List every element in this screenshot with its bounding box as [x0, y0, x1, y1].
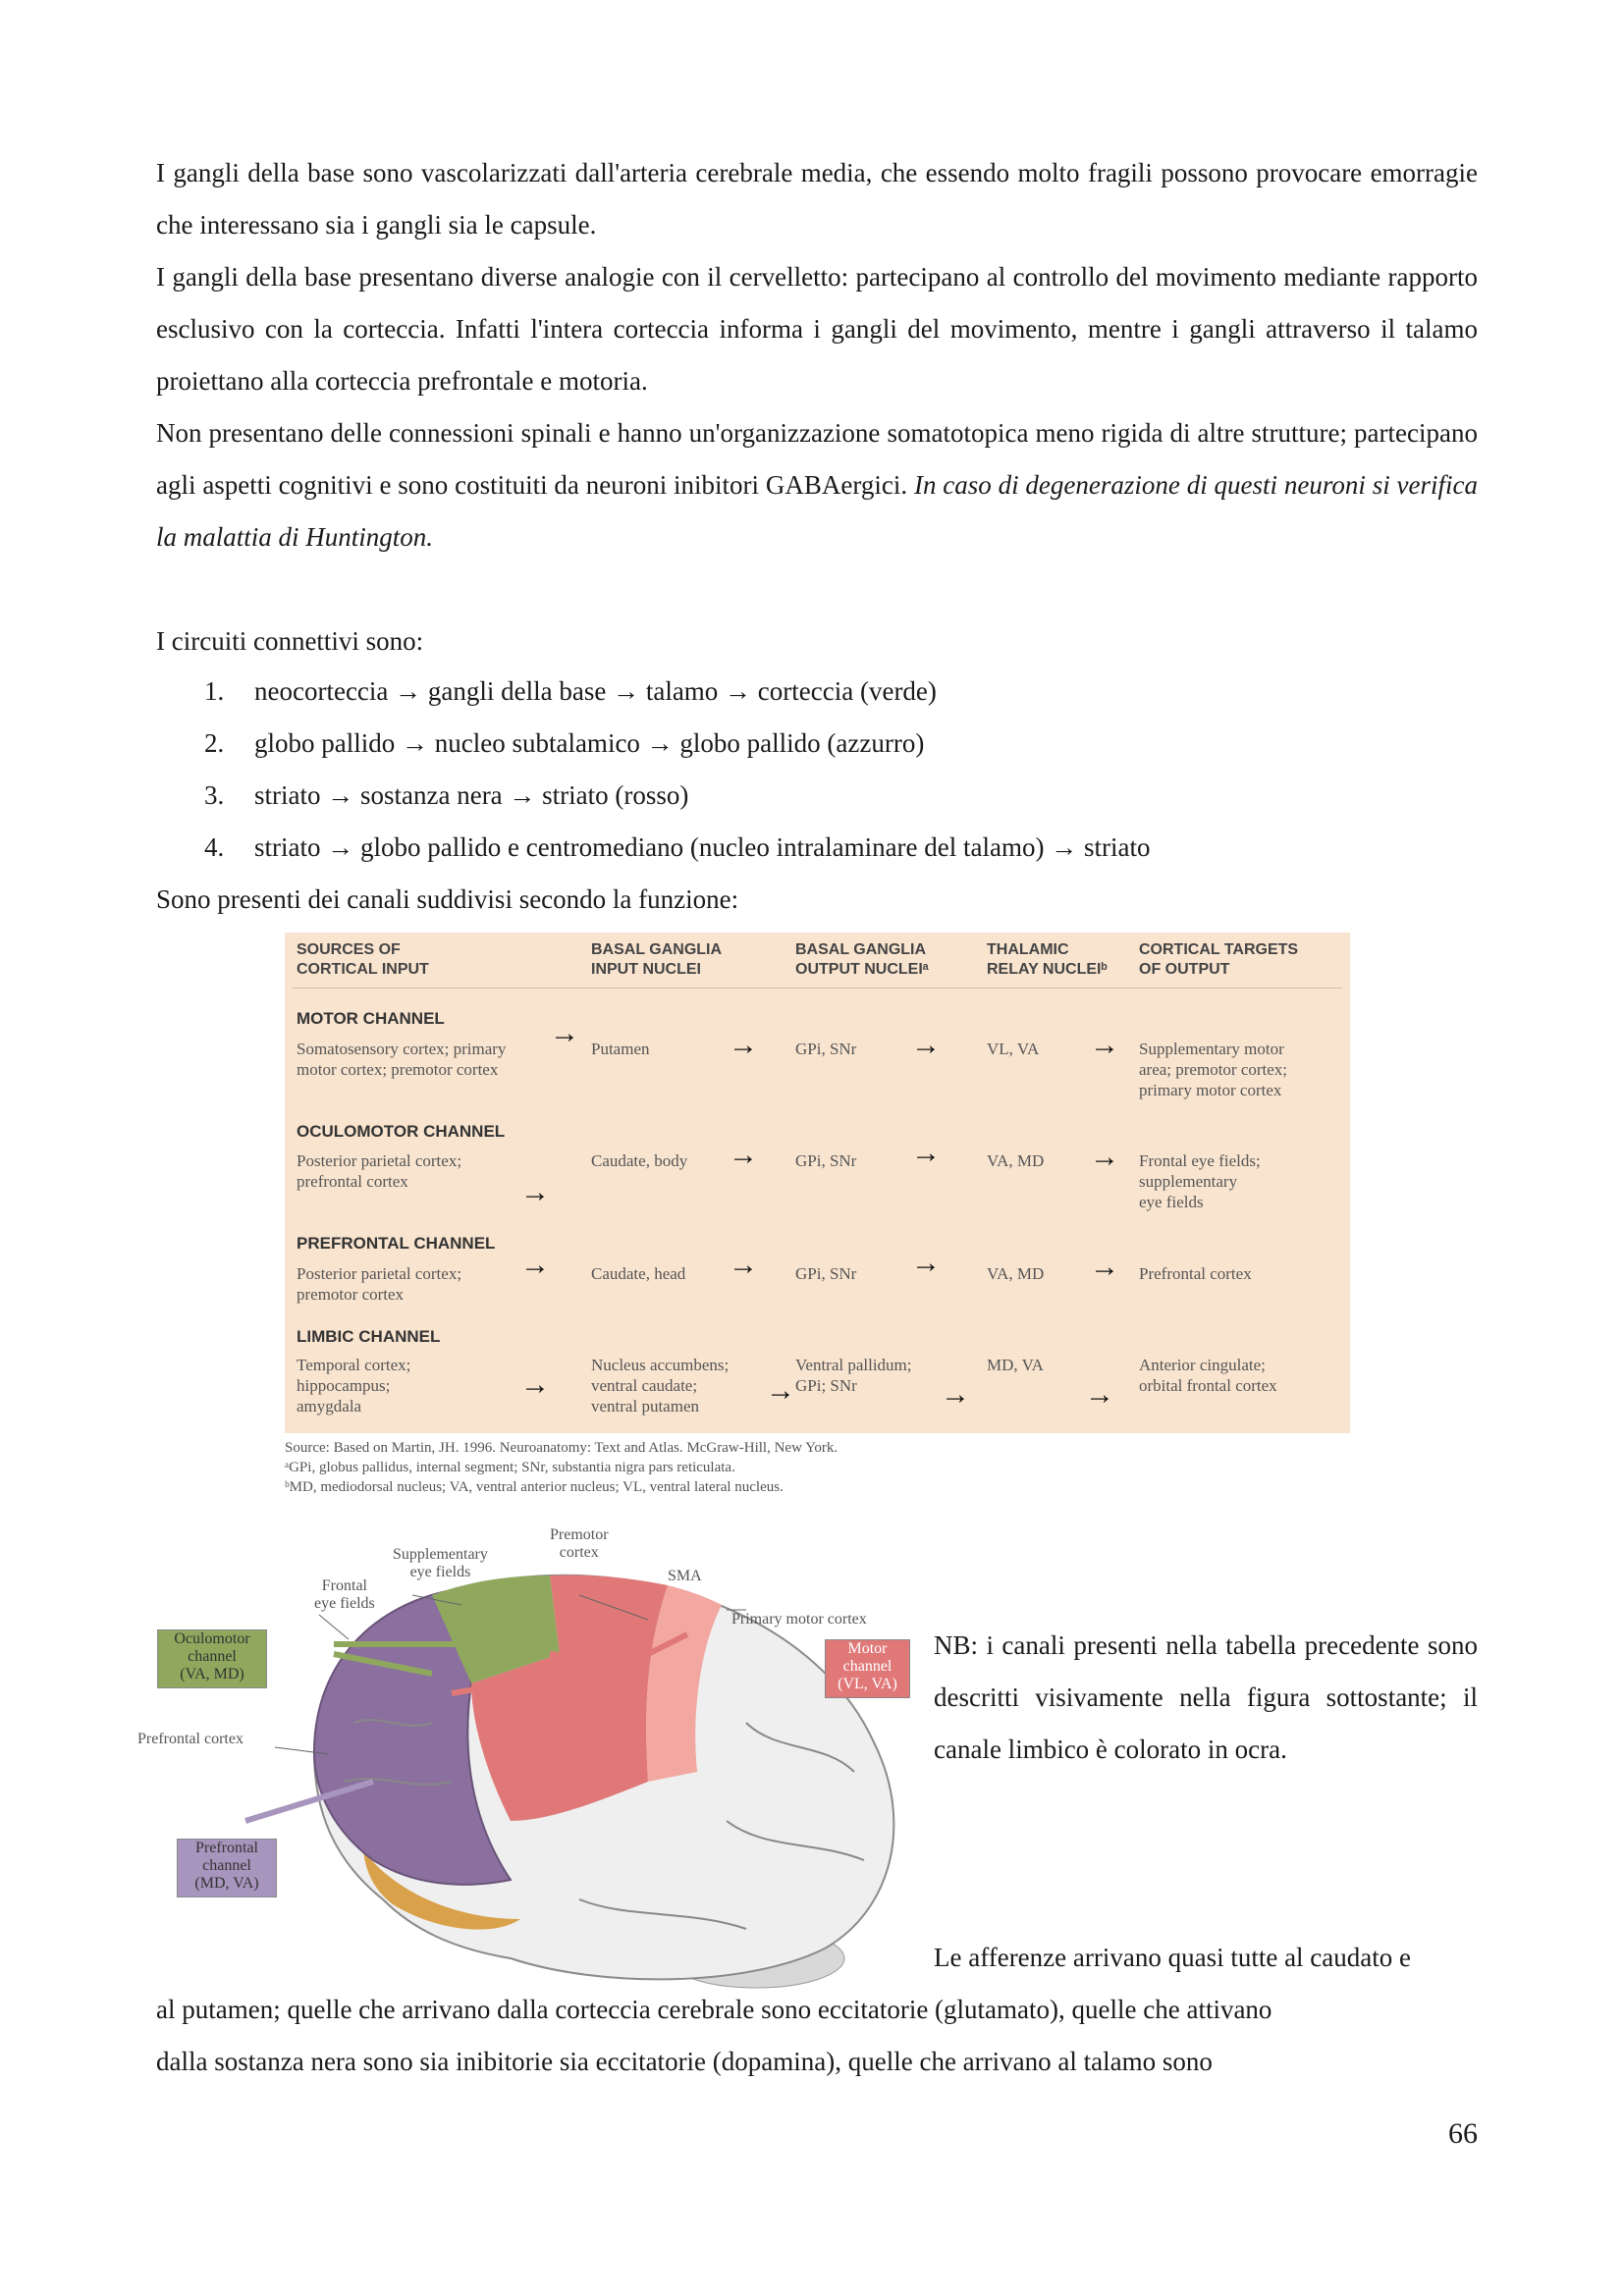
table-cell: Frontal eye fields; supplementary eye fields	[1139, 1151, 1261, 1211]
table-notes	[285, 1438, 838, 1497]
table-cell: Anterior cingulate; orbital frontal cortex	[1139, 1356, 1277, 1395]
channel-title-oculomotor: OCULOMOTOR CHANNEL	[297, 1122, 506, 1141]
table-footnote-a: ᵃGPi, globus pallidus, internal segment; SNr, substantia nigra pars reticulata.	[285, 1460, 735, 1475]
arrow-icon: →	[1090, 1029, 1119, 1061]
table-source-note: Source: Based on Martin, JH. 1996. Neuroanatomy: Text and Atlas. McGraw-Hill, New York.	[285, 1440, 839, 1456]
paragraph-analogies: I gangli della base presentano diverse analogie con il cervelletto: partecipano al controllo del movimento mediante rapporto esclusivo con la corteccia. Infatti l'intera corteccia informa i gangli del movimento, mentre i gangli attraverso il talamo proiettano alla corteccia prefrontale e motoria.	[156, 262, 1478, 396]
table-cell: VL, VA	[987, 1040, 1040, 1058]
list-number: 4.	[204, 832, 225, 862]
paragraph-connections	[156, 407, 1478, 563]
arrow-icon: →	[520, 1249, 550, 1281]
table-header: BASAL GANGLIA INPUT NUCLEI	[591, 941, 723, 978]
leader-line	[319, 1615, 349, 1639]
table-cell: Somatosensory cortex; primary motor cortex; premotor cortex	[297, 1040, 507, 1079]
table-cell: Putamen	[591, 1040, 650, 1058]
table-cell: Posterior parietal cortex; prefrontal cortex	[297, 1151, 462, 1191]
table-cell: VA, MD	[987, 1264, 1045, 1283]
label-sma: SMA	[668, 1568, 702, 1584]
list-text: globo pallido → nucleo subtalamico → globo pallido (azzurro)	[254, 728, 925, 758]
arrow-icon: →	[1090, 1141, 1119, 1173]
arrow-icon: →	[911, 1247, 941, 1279]
channel-title-limbic: LIMBIC CHANNEL	[297, 1327, 441, 1346]
arrow-icon: →	[550, 1017, 579, 1049]
arrow-icon: →	[729, 1139, 758, 1171]
circuits-intro: I circuiti connettivi sono:	[156, 626, 424, 656]
table-cell: Posterior parietal cortex; premotor cortex	[297, 1264, 462, 1304]
brain-figure	[137, 1526, 923, 1998]
arrow-icon: →	[729, 1029, 758, 1061]
list-text: striato → globo pallido e centromediano (nucleo intralaminare del talamo) → striato	[254, 832, 1151, 862]
table-cell: Ventral pallidum; GPi; SNr	[795, 1356, 912, 1395]
table-cell: Supplementary motor area; premotor cortex; primary motor cortex	[1139, 1040, 1288, 1099]
table-header: CORTICAL TARGETS OF OUTPUT	[1139, 941, 1299, 978]
table-cell: GPi, SNr	[795, 1151, 857, 1170]
table-cell: MD, VA	[987, 1356, 1044, 1374]
afferenze-line-1: Le afferenze arrivano quasi tutte al caudato e	[934, 1943, 1411, 1972]
table-header: SOURCES OF CORTICAL INPUT	[297, 941, 429, 978]
side-note: NB: i canali presenti nella tabella precedente sono descritti visivamente nella figura sottostante; il canale limbico è colorato in ocra.	[934, 1630, 1478, 1764]
arrow-icon: →	[911, 1029, 941, 1061]
motor-channel-box: Motor channel (VL, VA)	[825, 1639, 910, 1698]
list-number: 1.	[204, 676, 225, 706]
afferenze-line-3: dalla sostanza nera sono sia inibitorie sia eccitatorie (dopamina), quelle che arrivano al talamo sono	[156, 2047, 1213, 2076]
huntington-note: In caso di degenerazione di questi neuroni si verifica la malattia di Huntington.	[156, 470, 1478, 552]
channels-intro: Sono presenti dei canali suddivisi secondo la funzione:	[156, 884, 739, 914]
oculomotor-channel-box: Oculomotor channel (VA, MD)	[157, 1629, 267, 1688]
prefrontal-channel-box: Prefrontal channel (MD, VA)	[177, 1839, 277, 1897]
table-cell: GPi, SNr	[795, 1264, 857, 1283]
table-footnote-b: ᵇMD, mediodorsal nucleus; VA, ventral anterior nucleus; VL, ventral lateral nucleus.	[285, 1479, 784, 1495]
table-cell: Caudate, head	[591, 1264, 686, 1283]
channel-title-prefrontal: PREFRONTAL CHANNEL	[297, 1234, 496, 1253]
brain-illustration	[137, 1526, 923, 1998]
channels-table	[285, 933, 1350, 1433]
list-number: 3.	[204, 780, 225, 810]
table-cell: GPi, SNr	[795, 1040, 857, 1058]
arrow-icon: →	[729, 1249, 758, 1281]
arrow-icon: →	[941, 1378, 970, 1411]
arrow-icon: →	[1085, 1378, 1114, 1411]
page-number: 66	[1448, 2117, 1478, 2150]
paragraph-connections-text: Non presentano delle connessioni spinali e hanno un'organizzazione somatotopica meno rigida di altre strutture; partecipano agli aspetti cognitivi e sono costituiti da neuroni inibitori GABAergici.	[156, 418, 1478, 500]
label-premotor-cortex: Premotor cortex	[550, 1526, 609, 1561]
list-number: 2.	[204, 728, 225, 758]
table-cell: Prefrontal cortex	[1139, 1264, 1252, 1283]
table-cell: Temporal cortex; hippocampus; amygdala	[297, 1356, 411, 1415]
arrow-icon: →	[520, 1368, 550, 1401]
arrow-icon: →	[1090, 1251, 1119, 1283]
table-header: BASAL GANGLIA OUTPUT NUCLEIᵃ	[795, 941, 929, 978]
table-cell: Caudate, body	[591, 1151, 688, 1170]
afferenze-line-2: al putamen; quelle che arrivano dalla corteccia cerebrale sono eccitatorie (glutamato), quelle che attivano	[156, 1995, 1272, 2024]
channel-title-motor: MOTOR CHANNEL	[297, 1009, 445, 1028]
list-text: striato → sostanza nera → striato (rosso)	[254, 780, 689, 810]
table-cell: VA, MD	[987, 1151, 1045, 1170]
label-primary-motor-cortex: Primary motor cortex	[731, 1611, 867, 1628]
table-header: THALAMIC RELAY NUCLEIᵇ	[987, 941, 1108, 978]
list-text: neocorteccia → gangli della base → talamo → corteccia (verde)	[254, 676, 937, 706]
paragraph-vascularization: I gangli della base sono vascolarizzati dall'arteria cerebrale media, che essendo molto fragili possono provocare emorragie che interessano sia i gangli sia le capsule.	[156, 158, 1478, 240]
label-prefrontal-cortex: Prefrontal cortex	[137, 1731, 243, 1747]
arrow-icon: →	[911, 1137, 941, 1169]
label-supplementary-eye-fields: Supplementary eye fields	[393, 1546, 488, 1580]
arrow-icon: →	[520, 1176, 550, 1208]
arrow-icon: →	[766, 1374, 795, 1407]
table-cell: Nucleus accumbens; ventral caudate; ventral putamen	[591, 1356, 730, 1415]
label-frontal-eye-fields: Frontal eye fields	[314, 1577, 375, 1612]
